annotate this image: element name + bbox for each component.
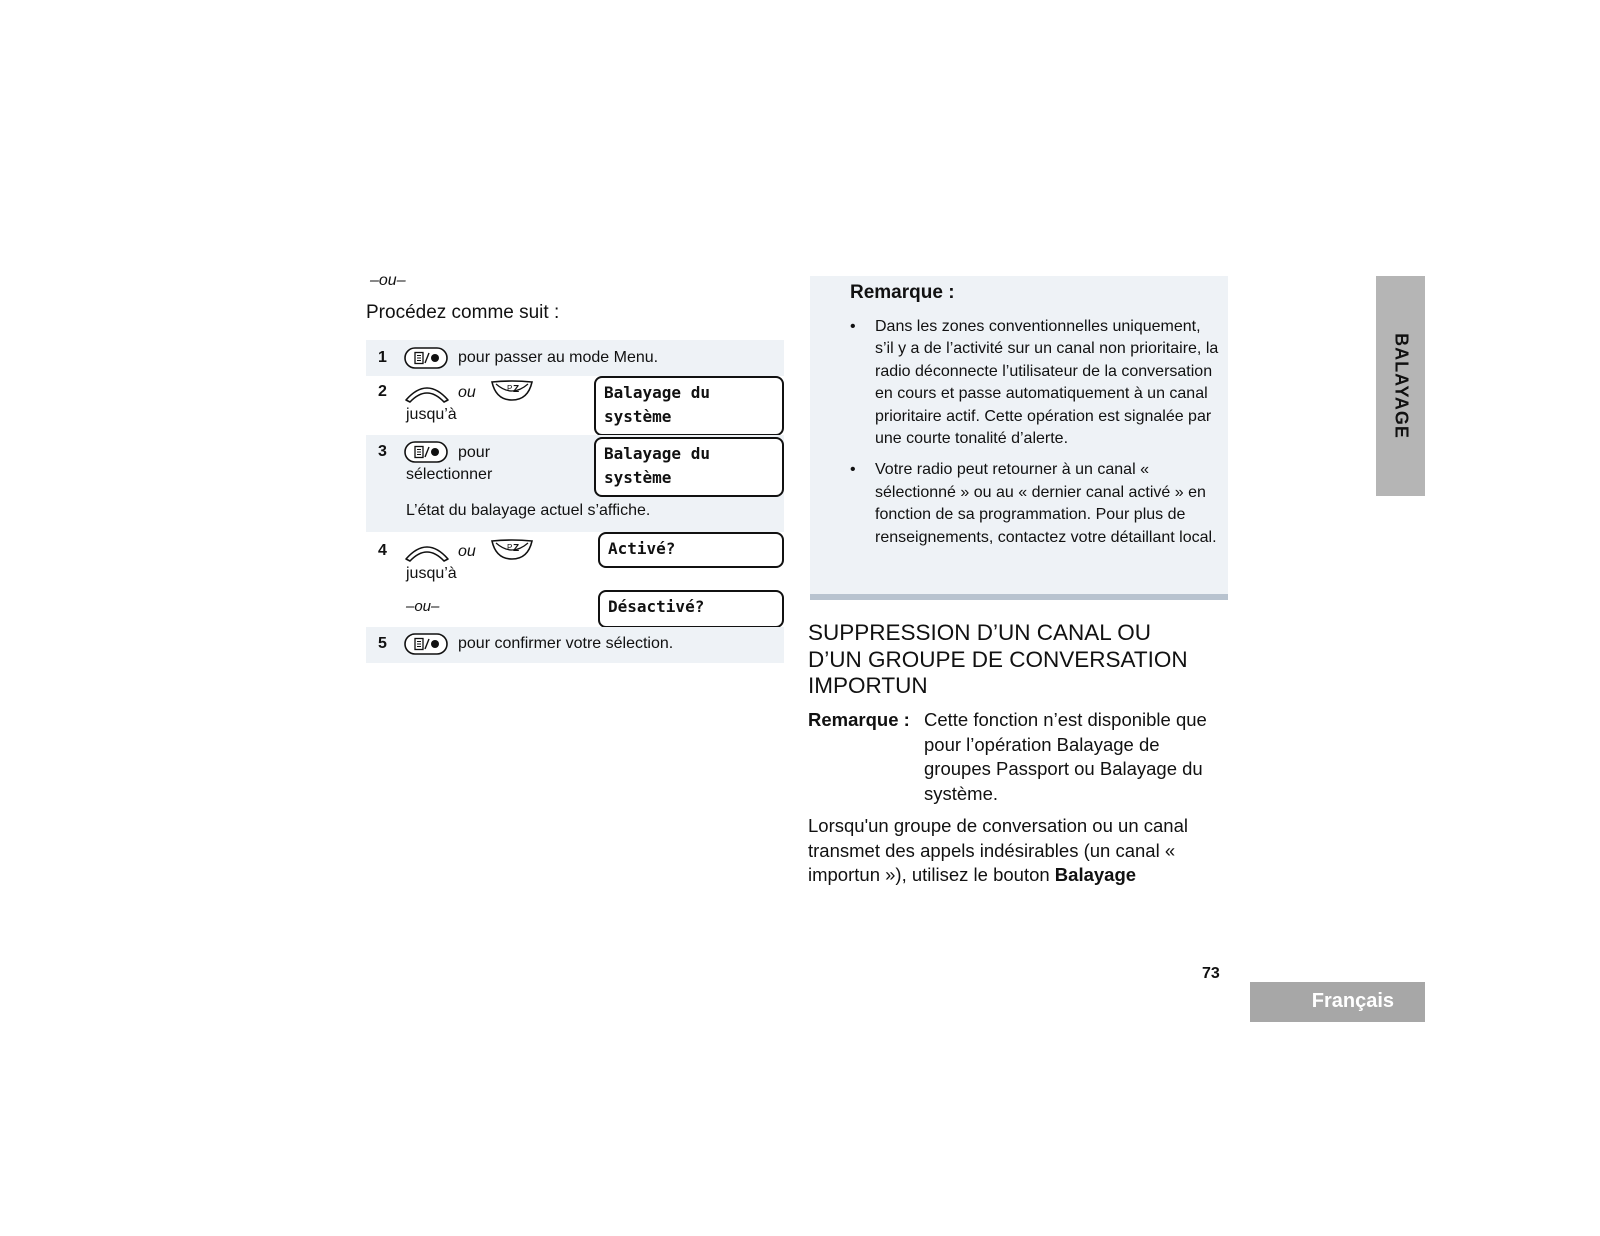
bullet: • (850, 318, 856, 335)
step-row-4 (366, 532, 784, 627)
intro-text: Procédez comme suit : (366, 302, 560, 323)
step-text: jusqu’à (406, 565, 457, 582)
remark-label: Remarque : (808, 709, 910, 730)
display-screen (598, 532, 784, 568)
step-text: pour confirmer votre sélection. (458, 635, 674, 652)
step-number: 5 (378, 635, 387, 652)
or-text: ou (458, 543, 476, 560)
chapter-tab-label: BALAYAGE (1391, 333, 1411, 439)
scroll-down-key-icon (490, 537, 534, 561)
page-number: 73 (1202, 965, 1220, 982)
language-tab (1250, 982, 1425, 1022)
menu-select-button-icon (404, 346, 448, 370)
note-item (850, 316, 1222, 450)
step-row-2 (366, 376, 784, 435)
step-number: 2 (378, 383, 387, 400)
heading-line: IMPORTUN (808, 673, 928, 698)
display-line: Désactivé? (608, 597, 705, 616)
step-text: jusqu’à (406, 406, 457, 423)
display-screen (594, 376, 784, 436)
heading-line: D’UN GROUPE DE CONVERSATION (808, 646, 1188, 672)
display-line: Activé? (608, 539, 676, 558)
display-line: Balayage du (604, 444, 710, 463)
procedure-table (366, 340, 784, 663)
scroll-up-key-icon (404, 539, 450, 563)
bullet: • (850, 461, 856, 479)
or-separator: –ou– (370, 272, 406, 289)
note-item-text: Dans les zones conventionnelles uniquement, s’il y a de l’activité sur un canal non prioritaire, la radio déconnecte l’utilisateur de la conversation en cours et passe automatiquement à un canal prioritaire actif. Cette opération est signalée par une courte tonalité d’alerte. (875, 318, 1219, 448)
scroll-up-key-icon (404, 380, 450, 404)
step-row-3 (366, 435, 784, 532)
note-item-text: Votre radio peut retourner à un canal « sélectionné » ou au « dernier canal activé » en fonction de sa programmation. Pour plus de renseignements, contactez votre détaillant local. (875, 461, 1217, 546)
heading-line: SUPPRESSION D’UN CANAL OU (808, 620, 1151, 645)
step-number: 3 (378, 443, 387, 460)
note-list (850, 316, 1222, 558)
display-line: système (604, 468, 672, 487)
section-heading (808, 620, 1238, 700)
paragraph-text: Lorsqu'un groupe de conversation ou un canal transmet des appels indésirables (un canal « importun »), utilisez le bouton (808, 815, 1188, 885)
body-paragraph (808, 814, 1238, 888)
bold-term: Balayage (1054, 864, 1137, 885)
step-row-1 (366, 340, 784, 376)
step-number: 4 (378, 542, 387, 559)
note-title: Remarque : (850, 282, 955, 303)
step-text: pour passer au mode Menu. (458, 349, 659, 366)
chapter-tab (1376, 276, 1425, 496)
step-text: pour (458, 444, 491, 461)
remark-text: Cette fonction n’est disponible que pour l’opération Balayage de groupes Passport ou Balayage du système. (924, 709, 1207, 804)
step-text: sélectionner (406, 466, 493, 483)
display-screen (594, 437, 784, 497)
display-screen (598, 590, 784, 628)
note-item (850, 459, 1222, 549)
menu-select-button-icon (404, 440, 448, 464)
menu-select-button-icon (404, 632, 448, 656)
or-separator: –ou– (406, 598, 440, 615)
status-text: L’état du balayage actuel s’affiche. (406, 502, 651, 519)
note-box (810, 276, 1228, 600)
scroll-down-key-icon (490, 378, 534, 402)
step-row-5 (366, 627, 784, 663)
display-line: Balayage du (604, 383, 710, 402)
step-number: 1 (378, 349, 387, 366)
or-text: ou (458, 384, 476, 401)
display-line: système (604, 407, 672, 426)
language-tab-label: Français (1311, 990, 1394, 1012)
